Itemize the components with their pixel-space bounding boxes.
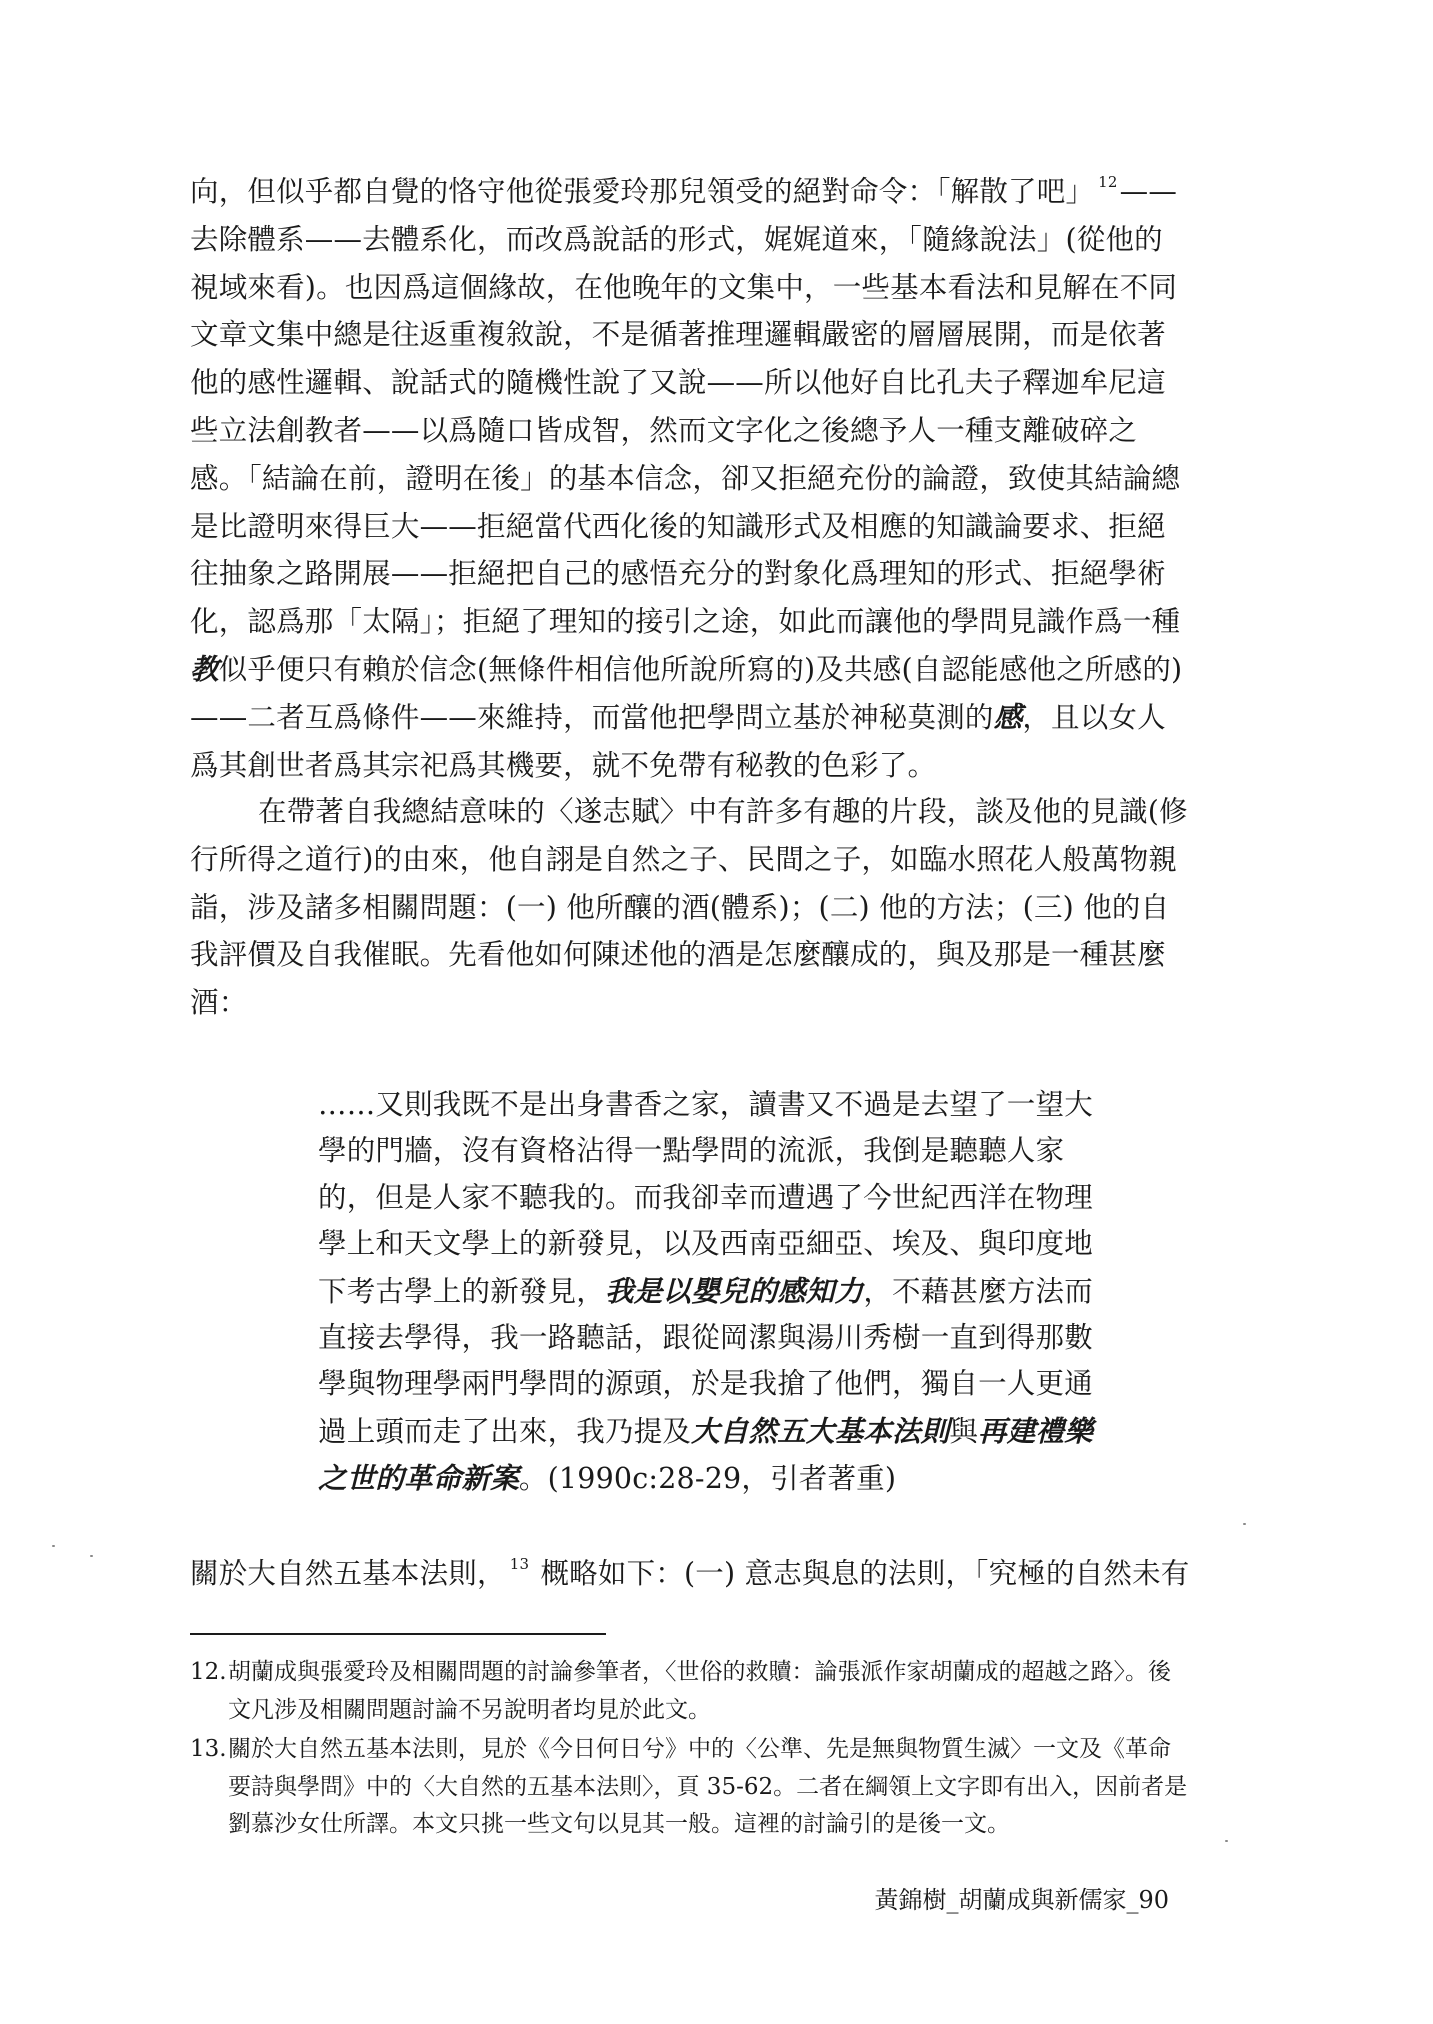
scan-speck xyxy=(52,1545,55,1547)
body-paragraph-1 xyxy=(190,168,1190,789)
text-run: 與 xyxy=(949,1414,979,1448)
citation-text: 。(1990c:28-29，引者著重) xyxy=(518,1462,897,1496)
footnote-ref-13[interactable]: 13 xyxy=(509,1555,530,1573)
text-run: ——去除體系——去體系化，而改爲說話的形式，娓娓道來，「隨緣說法」(從他的視域來看)。也因爲這個緣故，在他晚年的文集中，一些基本看法和見解在不同文章文集中總是往返重複敘說，不是循著推理邏輯嚴密的層層展開，而是依著他的感性邏輯、說話式的隨機性說了又說——所以他好自比孔夫子釋迦牟尼這些立法創教者——以爲隨口皆成智，然而文字化之後總予人一種支離破碎之感。「結論在前，證明在後」的基本信念，卻又拒絕充份的論證，致使其結論總是比證明來得巨大——拒絕當代西化後的知識形式及相應的知識論要求、拒絕往抽象之路開展——拒絕把自己的感悟充分的對象化爲理知的形式、拒絕學術化，認爲那「太隔」；拒絕了理知的接引之途，如此而讓他的學問見識作爲一種 xyxy=(190,175,1181,639)
emphasis-text: 大自然五大基本法則 xyxy=(691,1413,950,1448)
footnote-number: 13. xyxy=(190,1736,227,1762)
text-run: ，且以女人爲其創世者爲其宗祀爲其機要，就不免帶有秘教的色彩了。 xyxy=(190,700,1166,782)
emphasis-text: 我是以嬰兒的感知力 xyxy=(605,1273,864,1308)
text-run: ……又則我既不是出身書香之家，讀書又不過是去望了一望大學的門牆，沒有資格沾得一點學問的流派，我倒是聽聽人家的，但是人家不聽我的。而我卻幸而遭遇了今世紀西洋在物理學上和天文學上的新發見，以及西南亞細亞、埃及、與印度地下考古學上的新發見， xyxy=(318,1088,1093,1308)
footnote-divider xyxy=(190,1633,606,1635)
footnote-ref-12[interactable]: 12 xyxy=(1098,173,1118,191)
scan-speck xyxy=(1225,1840,1228,1842)
emphasis-text: 感 xyxy=(993,699,1023,734)
scan-speck xyxy=(90,1555,93,1557)
text-run: 似乎便只有賴於信念(無條件相信他所說所寫的)及共感(自認能感他之所感的) ——二者互爲條件——來維持，而當他把學問立基於神秘莫測的 xyxy=(190,652,1183,734)
text-run: ，不藉甚麼方法而直接去學得，我一路聽話，跟從岡潔與湯川秀樹一直到得那數學與物理學兩門學問的源頭，於是我搶了他們，獨自一人更通過上頭而走了出來，我乃提及 xyxy=(318,1274,1093,1448)
emphasis-text: 再建禮樂之世的革命新案 xyxy=(318,1413,1093,1496)
footnotes xyxy=(190,1654,1190,1846)
footnote-number: 12. xyxy=(190,1659,227,1685)
block-quote xyxy=(318,1082,1100,1503)
footnote-text: 關於大自然五基本法則，見於《今日何日兮》中的〈公準、先是無與物質生滅〉一文及《革命要詩與學問》中的〈大自然的五基本法則〉，頁 35-62。二者在綱領上文字即有出入，因前者是劉慕沙女仕所譯。本文只挑一些文句以見其一般。這裡的討論引的是後一文。 xyxy=(228,1736,1188,1837)
text-run: 概略如下：(一) 意志與息的法則，「究極的自然未有 xyxy=(531,1557,1190,1590)
emphasis-text: 教 xyxy=(190,651,219,686)
body-paragraph-3 xyxy=(190,1550,1190,1598)
scan-speck xyxy=(1243,1523,1246,1525)
text-run: 向，但似乎都自覺的恪守他從張愛玲那兒領受的絕對命令：「解散了吧」 xyxy=(190,175,1095,208)
footnote-text: 胡蘭成與張愛玲及相關問題的討論參筆者，〈世俗的救贖：論張派作家胡蘭成的超越之路〉。後文凡涉及相關問題討論不另說明者均見於此文。 xyxy=(228,1659,1171,1723)
body-paragraph-2: 在帶著自我總結意味的〈遂志賦〉中有許多有趣的片段，談及他的見識(修行所得之道行)的由來，他自詡是自然之子、民間之子，如臨水照花人般萬物親詣，涉及諸多相關問題：(一) 他所釀的酒(體系)；(二) 他的方法；(三) 他的自我評價及自我催眠。先看他如何陳述他的酒是怎麼釀成的，與及那是一種甚麼酒： xyxy=(190,795,1188,1020)
page-footer: 黃錦樹_胡蘭成與新儒家_90 xyxy=(874,1886,1169,1914)
text-run: 關於大自然五基本法則， xyxy=(190,1557,506,1590)
footnote-12 xyxy=(190,1654,1190,1729)
footnote-13 xyxy=(190,1731,1190,1844)
